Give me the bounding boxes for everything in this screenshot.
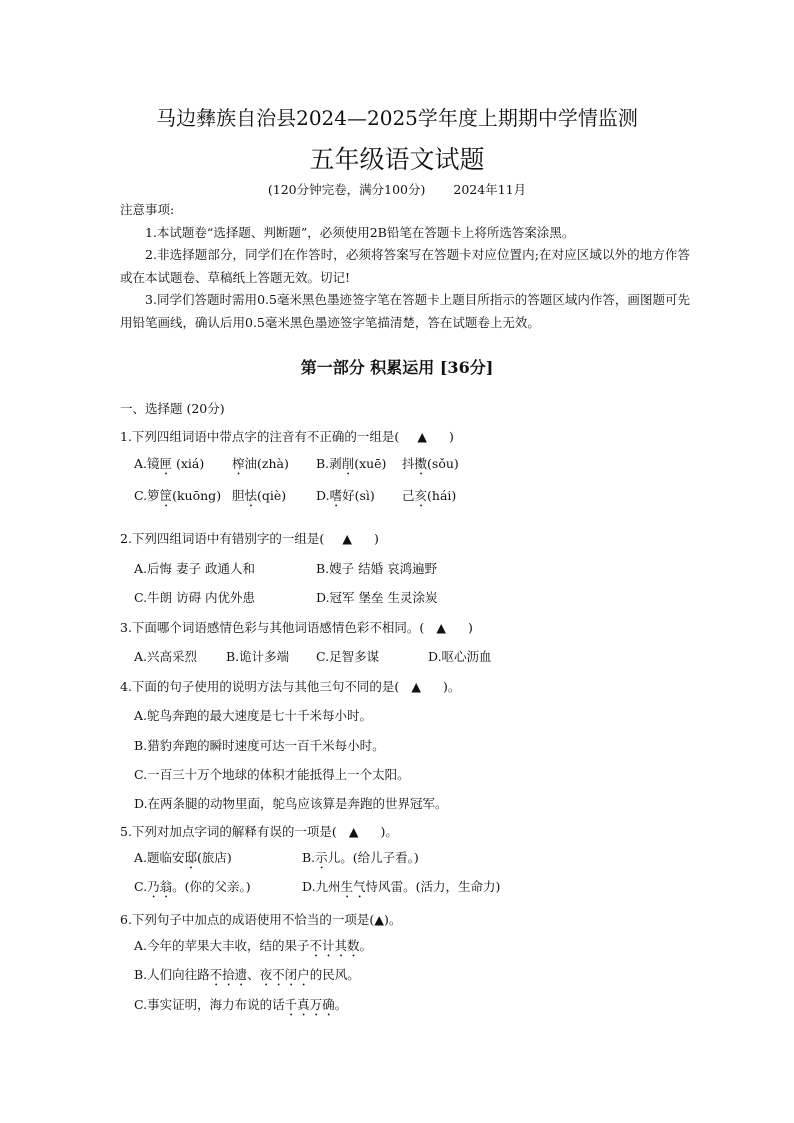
q4-option-c: C.一百三十万个地球的体积才能抵得上一个太阳。 [134,767,410,782]
notice-heading: 注意事项: [120,202,175,217]
q1-text: D. [316,488,330,503]
q1-stem [120,428,454,446]
q5-text: C. [134,879,148,894]
exam-title-line2: 五年级语文试题 [309,145,485,174]
answer-mark-icon: ▲ [348,824,359,839]
q1-stem-text: 1.下列四组词语中带点字的注音有不正确的一组是( [120,429,400,444]
q1-text: C.箩 [134,488,160,503]
q2-option-c: C.牛朗 访碍 内优外患 [134,590,256,605]
exam-subtitle [0,181,794,199]
q1-option-b1 [316,455,386,478]
q5-dotted-char: 示 [315,850,328,865]
q1-option-c1 [134,487,221,510]
q1-dotted-char: 亥 [414,488,428,503]
exam-date: 2024年11月 [453,182,527,197]
q6-stem-text: 6.下列句子中加点的成语使用不恰当的一项是( [120,912,375,927]
q1-dotted-char: 嗜 [329,488,343,503]
q5-text: 恃风雷。(活力，生命力) [365,879,501,894]
q3-stem-close: ) [467,620,473,635]
q3-stem-text: 3.下面哪个词语感情色彩与其他词语感情色彩不相同。( [120,620,425,635]
q3-option-a: A.兴高采烈 [134,649,198,664]
q5-stem-close: )。 [380,824,398,839]
q1-option-a1 [134,455,204,478]
q2-stem [120,530,379,548]
q5-text: 。(你的父亲。) [172,879,251,894]
q1-text: (kuōng) [172,488,222,503]
q3-stem [120,619,473,637]
q1-stem-close: ) [448,429,454,444]
q6-text: C.事实证明，海力布说的话 [134,997,285,1012]
q1-text: 己 [402,488,415,503]
q1-option-d1 [316,487,375,510]
q6-text: 。 [334,997,348,1012]
q5-text: A.题临安 [134,850,185,865]
q1-dotted-char: 筐 [159,488,173,503]
q2-option-d: D.冠军 堡垒 生灵涂炭 [316,590,438,605]
q4-option-a: A.鸵鸟奔跑的最大速度是七十千米每小时。 [134,708,373,723]
q4-option-b: B.猎豹奔跑的瞬时速度可达一百千米每小时。 [134,738,385,753]
q6-option-b [134,966,360,989]
q2-option-b: B.嫂子 结婚 哀鸿遍野 [316,561,438,576]
q3-option-c: C.足智多谋 [316,649,380,664]
q1-dotted-char: 削 [341,456,355,471]
q6-text: B.人们向往路 [134,967,210,982]
answer-mark-icon: ▲ [374,912,384,927]
q5-dotted-char: 乃翁 [147,879,173,894]
q1-text: 好(sì) [342,488,375,503]
q1-text: (xiá) [172,456,205,471]
q5-text: 儿。(给儿子看。) [327,850,419,865]
q5-option-b [302,849,419,872]
section1-heading: 一、选择题 (20分) [120,401,225,416]
q1-option-c2 [232,487,286,510]
notice-item: 1.本试题卷“选择题、判断题”，必须使用2B铅笔在答题卡上将所选答案涂黑。 [145,224,575,240]
q1-text: (xuē) [354,456,387,471]
q1-text: 胆 [232,488,245,503]
q1-text: 抖 [402,456,415,471]
q2-stem-close: ) [373,531,379,546]
q6-text: A.今年的苹果大丰收，结的果子 [134,938,310,953]
q1-dotted-char: 怯 [244,488,258,503]
q5-option-d [302,878,500,901]
part1-title: 第一部分 积累运用 [36分] [300,358,494,377]
q5-stem-text: 5.下列对加点字词的解释有误的一项是( [120,824,337,839]
q1-text: (hái) [427,488,457,503]
q6-dotted-idiom: 不拾遗、夜不闭户 [209,967,310,982]
notice-item: 3.同学们答题时需用0.5毫米黑色墨迹签字笔在答题卡上题目所指示的答题区域内作答，画图题可先用铅笔画线，确认后用0.5毫米黑色墨迹签字笔描清楚，答在试题卷上无效。 [120,292,690,330]
q6-dotted-idiom: 不计其数 [309,938,360,953]
q1-option-a2 [232,455,289,478]
answer-mark-icon: ▲ [436,620,446,635]
q5-text: D.九州 [302,879,341,894]
exam-title-line1: 马边彝族自治县2024—2025学年度上期期中学情监测 [156,106,638,130]
q6-text: 。 [359,938,373,953]
q4-stem-text: 4.下面的句子使用的说明方法与其他三句不同的是( [120,679,400,694]
q2-option-a: A.后悔 妻子 政通人和 [134,561,255,576]
q5-stem [120,823,398,841]
q6-option-a [134,937,372,960]
q5-dotted-char: 邸 [184,850,198,865]
q5-text: B. [302,850,316,865]
q1-text: 油(zhà) [244,456,289,471]
q4-option-d: D.在两条腿的动物里面，鸵鸟应该算是奔跑的世界冠军。 [134,796,448,811]
q3-option-d: D.呕心沥血 [428,649,492,664]
q1-dotted-char: 榨 [232,456,245,471]
q6-option-c [134,996,347,1019]
q5-option-a [134,849,232,872]
exam-info: (120分钟完卷，满分100分) [267,182,426,197]
q5-dotted-char: 生气 [340,879,366,894]
q4-stem [120,678,460,696]
q5-text: (旅店) [197,850,232,865]
q6-text: 的民风。 [309,967,360,982]
q3-option-b: B.诡计多端 [226,649,290,664]
q6-dotted-idiom: 千真万确 [284,997,335,1012]
q2-stem-text: 2.下列四组词语中有错别字的一组是( [120,531,325,546]
q5-option-c [134,878,251,901]
q6-stem-close: )。 [383,912,402,927]
answer-mark-icon: ▲ [417,429,427,444]
q1-option-d2 [402,487,456,510]
notice-item: 2.非选择题部分，同学们在作答时，必须将答案写在答题卡对应位置内;在对应区域以外的地方作答或在本试题卷、草稿纸上答题无效。切记! [120,247,690,285]
q1-text: A.镜 [134,456,160,471]
q4-stem-close: )。 [442,679,461,694]
q1-dotted-char: 匣 [159,456,173,471]
answer-mark-icon: ▲ [411,679,421,694]
q1-dotted-char: 擞 [414,456,428,471]
q1-text: (qiè) [257,488,287,503]
q1-option-b2 [402,455,459,478]
q1-text: B.剥 [316,456,342,471]
notice-block [120,199,690,334]
q1-text: (sǒu) [427,456,459,471]
q6-stem [120,911,401,929]
answer-mark-icon: ▲ [342,531,352,546]
